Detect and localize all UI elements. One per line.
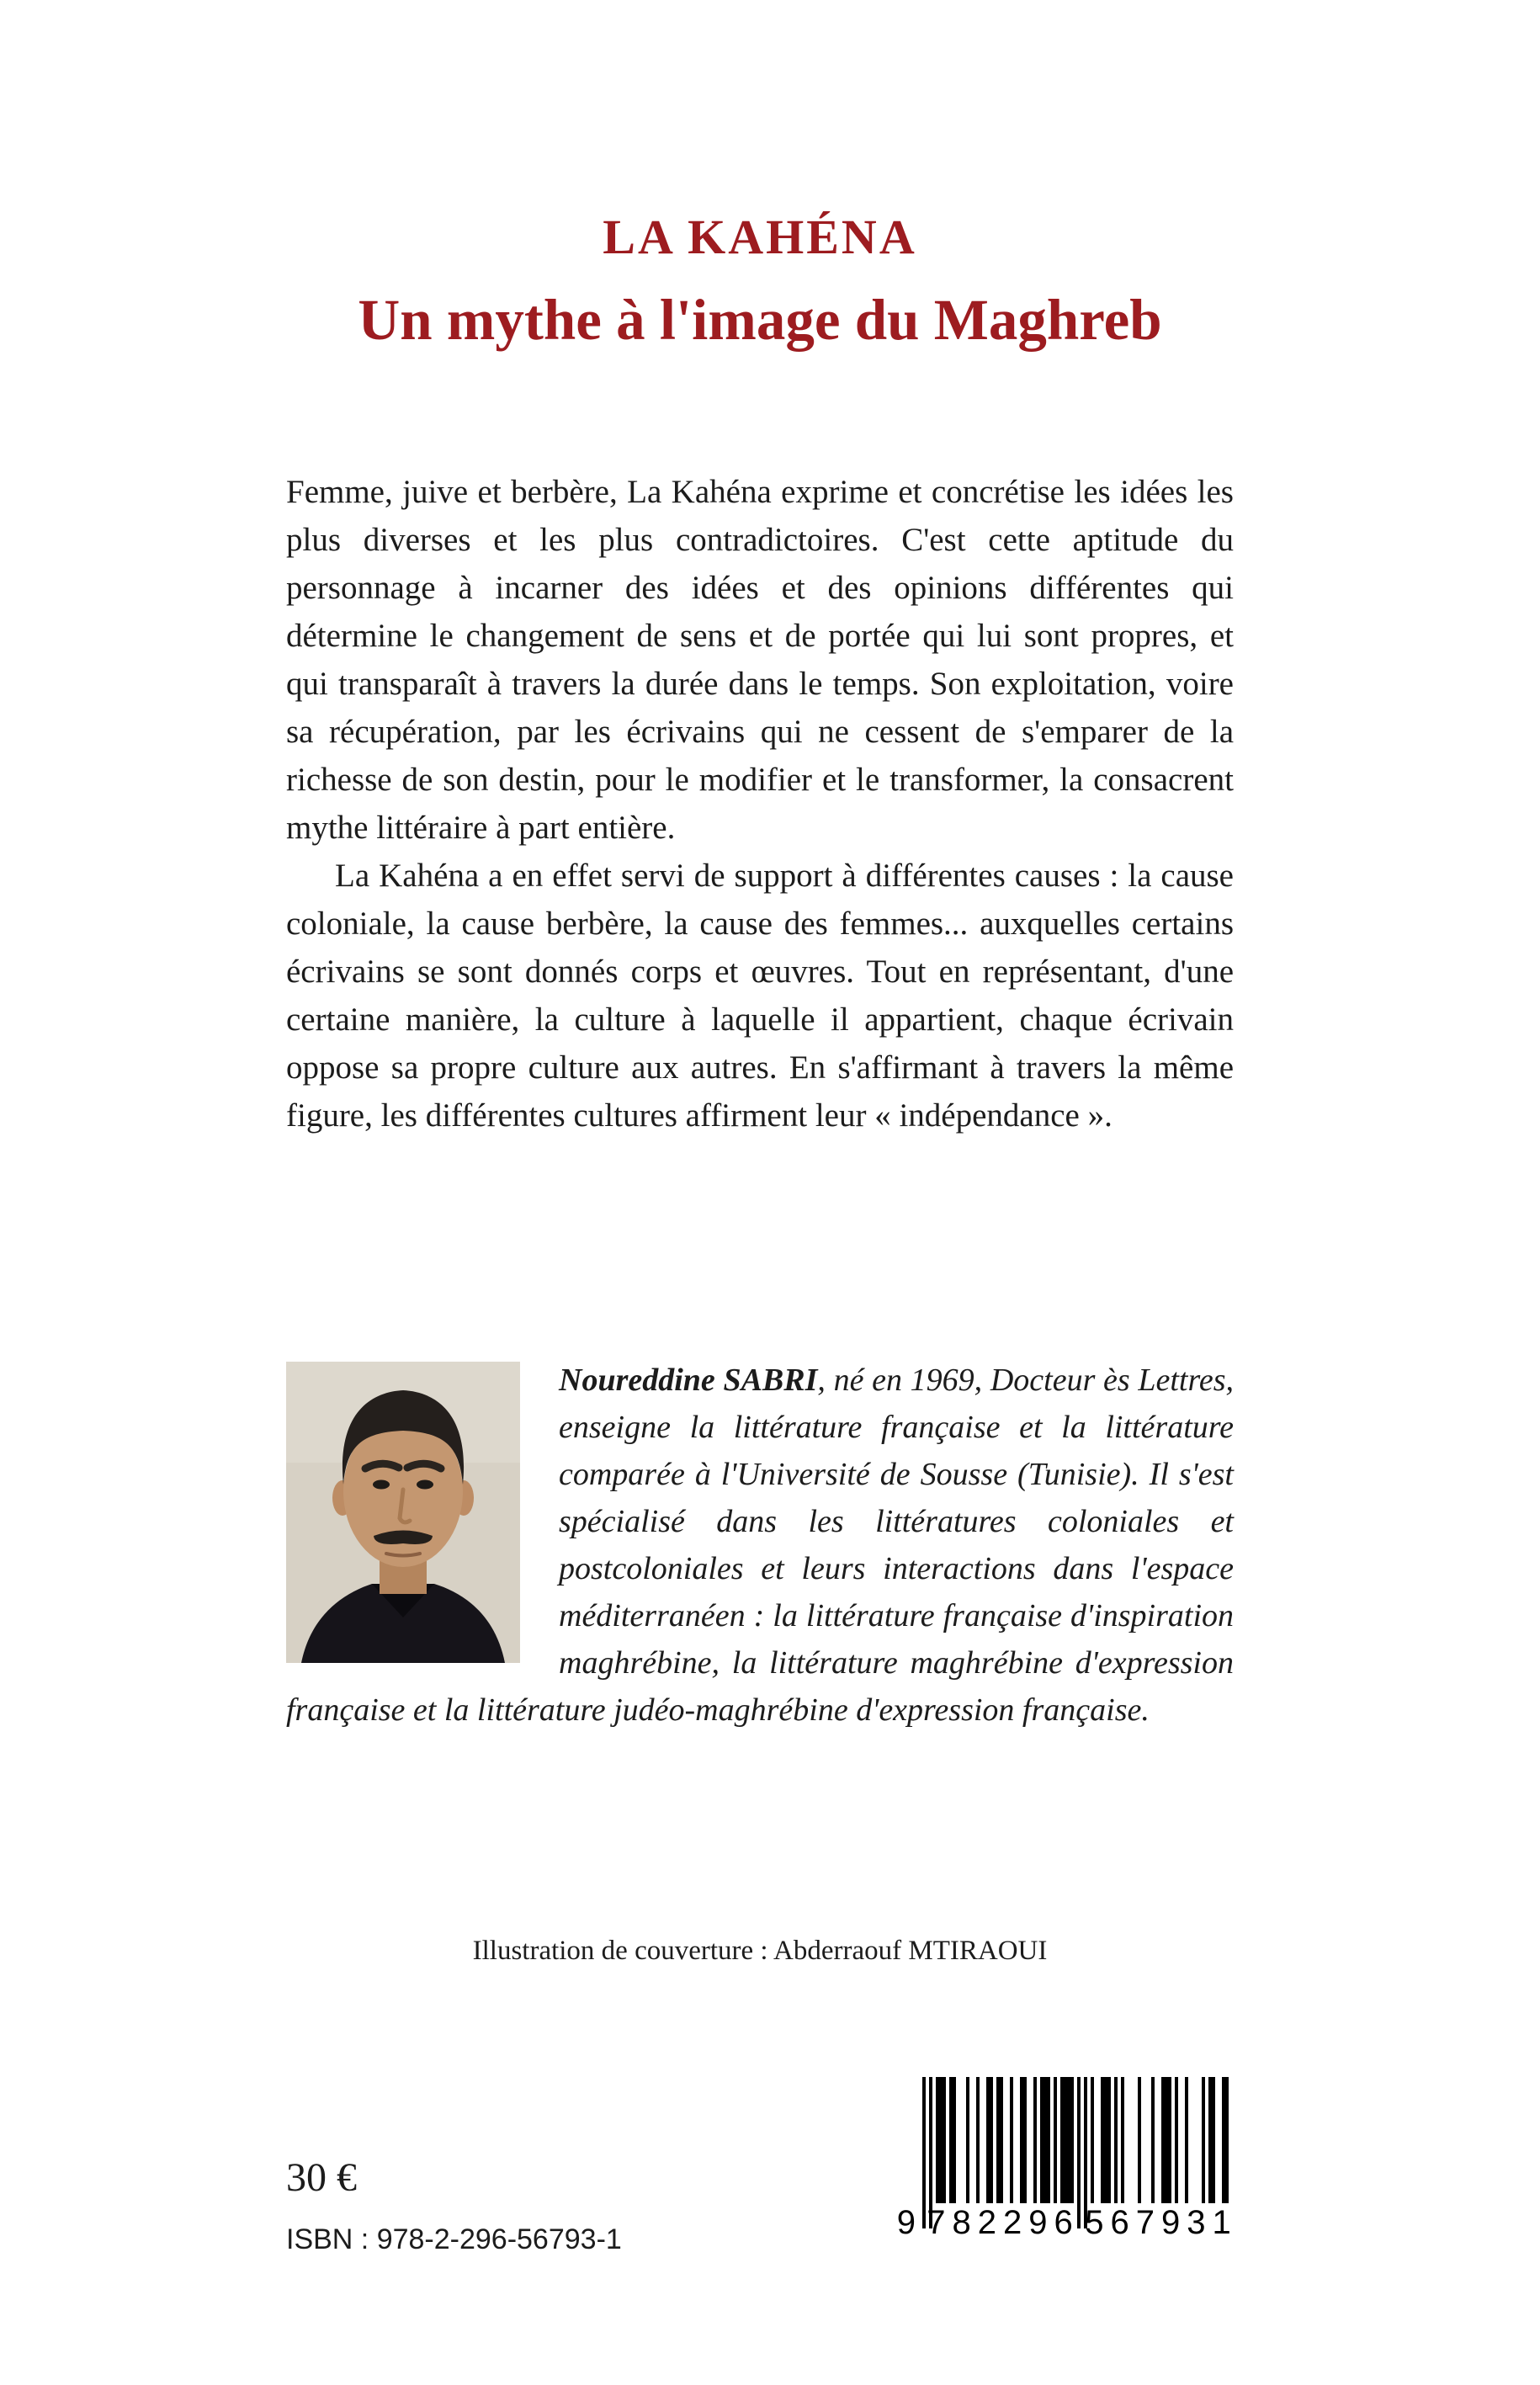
- synopsis-paragraph-2: La Kahéna a en effet servi de support à différentes causes : la cause coloniale, la cause berbère, la cause des femmes... auxquelles certains écrivains se sont donnés corps et œuvres. Tout en représentant, d'une certaine manière, la culture à laquelle il appartient, chaque écrivain oppose sa propre culture aux autres. En s'affirmant à travers la même figure, les différentes cultures affirment leur « indépendance ».: [286, 858, 1234, 1134]
- cover-illustration-credit: Illustration de couverture : Abderraouf MTIRAOUI: [472, 1936, 1048, 1966]
- ean13-barcode: [894, 2077, 1247, 2245]
- book-title-subtitle: Un mythe à l'image du Maghreb: [358, 288, 1162, 352]
- svg-text:9: 9: [896, 2204, 916, 2241]
- author-name: Noureddine SABRI: [559, 1362, 818, 1398]
- synopsis: [286, 468, 1234, 1139]
- author-bio-text: , né en 1969, Docteur ès Lettres, enseigne la littérature française et la littérature comparée à l'Université de Sousse (Tunisie). Il s'est spécialisé dans les littératures coloniales et postcoloniales et leurs interactions dans l'espace méditerranéen : la littérature française d'inspiration maghrébine, la littérature maghrébine d'expression française et la littérature judéo-maghrébine d'expression française.: [286, 1362, 1234, 1728]
- book-title: [286, 209, 1234, 353]
- isbn: ISBN : 978-2-296-56793-1: [286, 2223, 622, 2255]
- book-title-series: LA KAHÉNA: [603, 210, 917, 264]
- author-portrait-photo: [286, 1362, 520, 1663]
- author-bio: [286, 1357, 1234, 1734]
- svg-text:782296: 782296: [927, 2204, 1080, 2241]
- synopsis-paragraph-1: Femme, juive et berbère, La Kahéna exprime et concrétise les idées les plus diverses et les plus contradictoires. C'est cette aptitude du personnage à incarner des idées et des opinions différentes qui détermine le changement de sens et de portée qui lui sont propres, et qui transparaît à travers la durée dans le temps. Son exploitation, voire sa récupération, par les écrivains qui ne cessent de s'emparer de la richesse de son destin, pour le modifier et le transformer, la consacrent mythe littéraire à part entière.: [286, 474, 1234, 846]
- svg-text:567931: 567931: [1085, 2204, 1238, 2241]
- price: 30 €: [286, 2155, 357, 2200]
